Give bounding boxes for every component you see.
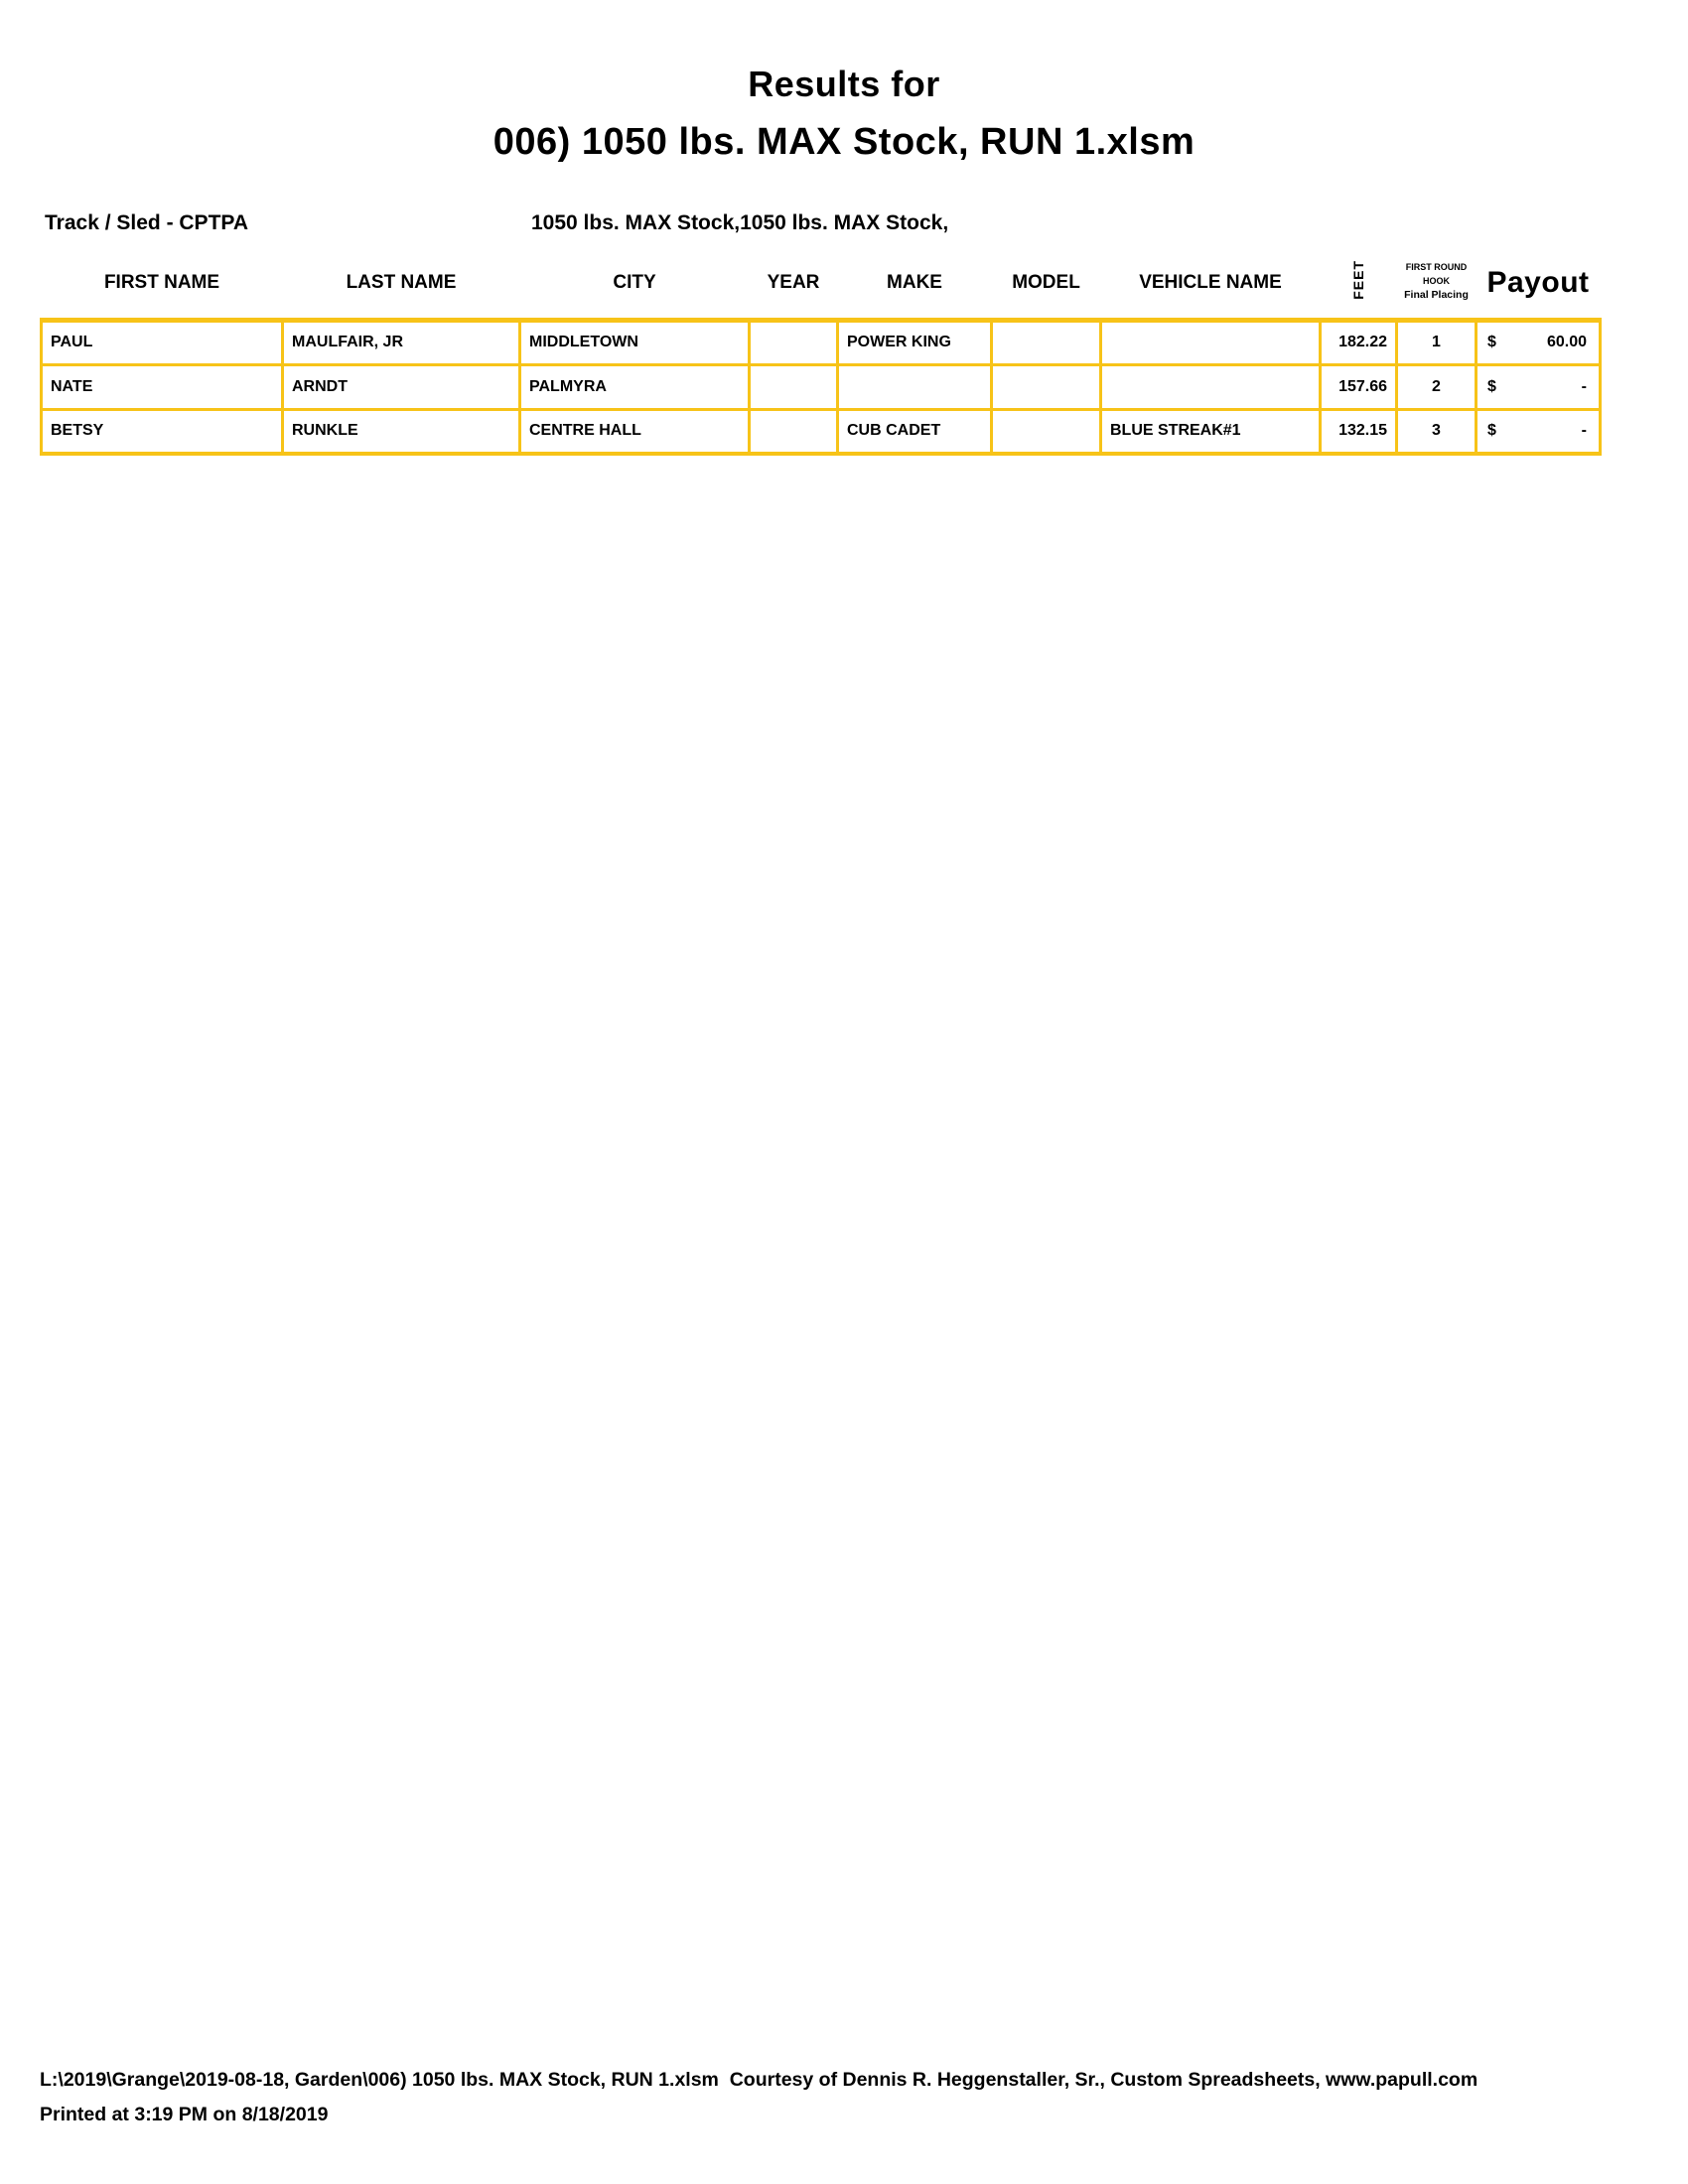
header-feet (1321, 248, 1397, 320)
header-city: CITY (613, 271, 656, 293)
header-make: MAKE (887, 271, 942, 293)
cell-payout (1477, 364, 1601, 409)
cell-first-name: PAUL (42, 320, 283, 364)
cell-make (838, 364, 992, 409)
cell-feet: 182.22 (1321, 320, 1397, 364)
cell-placing: 3 (1397, 409, 1477, 454)
cell-placing: 1 (1397, 320, 1477, 364)
cell-year (750, 364, 838, 409)
header-hook-line3: Final Placing (1404, 289, 1469, 302)
header-hook-line1: FIRST ROUND (1405, 262, 1468, 273)
cell-model (992, 364, 1101, 409)
payout-currency-sign: $ (1487, 334, 1496, 350)
payout-amount: - (1581, 377, 1587, 395)
page-subtitle-filename: 006) 1050 lbs. MAX Stock, RUN 1.xlsm (492, 121, 1196, 163)
footer-file-path-credit: L:\2019\Grange\2019-08-18, Garden\006) 1050 lbs. MAX Stock, RUN 1.xlsm Courtesy of Dennis R. Heggenstaller, Sr., Custom Spreadsheets, www.papull.com (40, 2069, 1478, 2091)
cell-model (992, 320, 1101, 364)
cell-model (992, 409, 1101, 454)
cell-vehicle-name (1101, 320, 1321, 364)
cell-feet: 157.66 (1321, 364, 1397, 409)
footer-printed-timestamp: Printed at 3:19 PM on 8/18/2019 (40, 2104, 329, 2125)
header-first-round-hook (1397, 248, 1477, 320)
page-title: Results for (748, 64, 940, 104)
cell-placing: 2 (1397, 364, 1477, 409)
cell-year (750, 320, 838, 364)
payout-currency-sign: $ (1487, 377, 1496, 395)
cell-first-name: NATE (42, 364, 283, 409)
cell-last-name: ARNDT (283, 364, 520, 409)
table-header-row (42, 248, 1601, 320)
cell-year (750, 409, 838, 454)
header-model: MODEL (1012, 271, 1080, 293)
payout-amount: 60.00 (1546, 334, 1587, 350)
cell-city: PALMYRA (520, 364, 750, 409)
weight-class-label: 1050 lbs. MAX Stock,1050 lbs. MAX Stock, (531, 211, 949, 234)
cell-payout (1477, 320, 1601, 364)
cell-city: MIDDLETOWN (520, 320, 750, 364)
header-payout: Payout (1486, 265, 1590, 299)
header-vehicle-name: VEHICLE NAME (1139, 271, 1282, 293)
payout-currency-sign: $ (1487, 422, 1496, 440)
table-row (42, 364, 1601, 409)
cell-make: POWER KING (838, 320, 992, 364)
table-row (42, 320, 1601, 364)
header-first-name: FIRST NAME (103, 271, 220, 293)
cell-first-name: BETSY (42, 409, 283, 454)
cell-last-name: MAULFAIR, JR (283, 320, 520, 364)
table-row (42, 409, 1601, 454)
cell-make: CUB CADET (838, 409, 992, 454)
payout-amount: - (1581, 422, 1587, 440)
header-year: YEAR (767, 271, 820, 293)
cell-payout (1477, 409, 1601, 454)
cell-vehicle-name: BLUE STREAK#1 (1101, 409, 1321, 454)
header-hook-line2: HOOK (1423, 275, 1450, 286)
cell-city: CENTRE HALL (520, 409, 750, 454)
cell-last-name: RUNKLE (283, 409, 520, 454)
header-feet-vertical-text: FEET (1350, 259, 1366, 300)
track-sled-label: Track / Sled - CPTPA (45, 211, 249, 234)
cell-feet: 132.15 (1321, 409, 1397, 454)
header-last-name: LAST NAME (346, 271, 457, 293)
cell-vehicle-name (1101, 364, 1321, 409)
results-table (40, 248, 1602, 456)
